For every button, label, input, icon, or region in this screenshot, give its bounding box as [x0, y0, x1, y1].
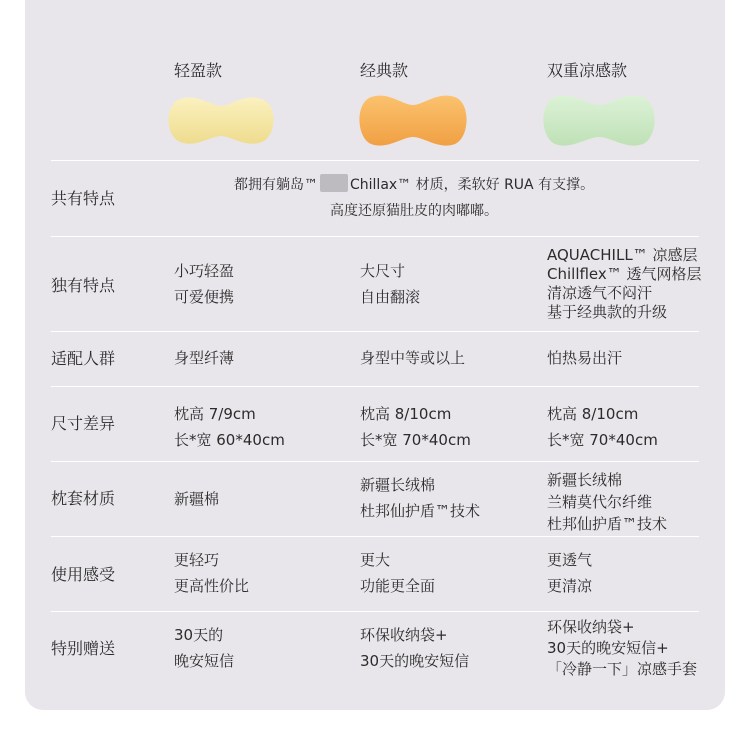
shared-line-2: 高度还原猫肚皮的肉嘟嘟。	[330, 203, 498, 219]
light-pillow-image	[166, 92, 276, 150]
unique-classic	[360, 258, 420, 310]
redacted-block	[320, 174, 348, 192]
feel-classic	[360, 547, 435, 599]
audience-cooling: 怕热易出汗	[547, 349, 623, 367]
column-header-classic: 经典款	[360, 61, 409, 80]
gift-classic	[360, 622, 469, 674]
row-separator	[51, 160, 699, 161]
material-light: 新疆棉	[174, 490, 220, 508]
cell-line: 环保收纳袋+	[360, 626, 448, 644]
cell-line: AQUACHILL™ 凉感层	[547, 246, 698, 264]
cell-line: 30天的	[174, 626, 224, 644]
cell-line: 晚安短信	[174, 652, 235, 670]
row-label-shared: 共有特点	[51, 189, 116, 208]
size-light	[174, 401, 285, 453]
gift-cooling	[547, 617, 697, 680]
row-separator	[51, 386, 699, 387]
cell-line: 新疆长绒棉	[360, 476, 436, 494]
cell-line: 更透气	[547, 551, 593, 569]
cell-line: Chillflex™ 透气网格层	[547, 265, 702, 283]
cell-line: 长*宽 70*40cm	[547, 431, 658, 449]
cell-line: 大尺寸	[360, 262, 406, 280]
row-separator	[51, 536, 699, 537]
row-separator	[51, 331, 699, 332]
cell-line: 30天的晚安短信	[360, 652, 470, 670]
cell-line: 杜邦仙护盾™技术	[547, 515, 668, 533]
row-label-unique: 独有特点	[51, 276, 116, 295]
audience-classic: 身型中等或以上	[360, 349, 466, 367]
row-separator	[51, 236, 699, 237]
size-cooling	[547, 401, 658, 453]
row-label-material: 枕套材质	[51, 489, 116, 508]
cell-line: 更大	[360, 551, 391, 569]
cell-line: 枕高 7/9cm	[174, 405, 256, 423]
cell-line: 基于经典款的升级	[547, 303, 668, 321]
gift-light	[174, 622, 234, 674]
column-header-cooling: 双重凉感款	[547, 61, 628, 80]
cell-line: 「冷静一下」凉感手套	[547, 660, 698, 678]
shared-line-1-suffix: Chillax™ 材质，柔软好 RUA 有支撑。	[350, 177, 595, 193]
shared-line-1-prefix: 都拥有躺岛™	[234, 177, 318, 193]
audience-light: 身型纤薄	[174, 349, 235, 367]
cell-line: 枕高 8/10cm	[360, 405, 452, 423]
cooling-pillow-image	[541, 90, 657, 152]
cell-line: 枕高 8/10cm	[547, 405, 639, 423]
row-label-size: 尺寸差异	[51, 414, 116, 433]
cell-line: 新疆长绒棉	[547, 471, 623, 489]
row-separator	[51, 461, 699, 462]
shared-line-1	[234, 172, 594, 198]
cell-line: 清凉透气不闷汗	[547, 284, 653, 302]
cell-line: 功能更全面	[360, 577, 436, 595]
cell-line: 可爱便携	[174, 288, 235, 306]
cell-line: 更轻巧	[174, 551, 220, 569]
cell-line: 长*宽 60*40cm	[174, 431, 285, 449]
cell-line: 环保收纳袋+	[547, 618, 635, 636]
unique-light	[174, 258, 234, 310]
size-classic	[360, 401, 471, 453]
material-classic	[360, 472, 480, 524]
material-cooling	[547, 469, 667, 535]
cell-line: 兰精莫代尔纤维	[547, 493, 653, 511]
row-separator	[51, 611, 699, 612]
cell-line: 杜邦仙护盾™技术	[360, 502, 481, 520]
cell-line: 30天的晚安短信+	[547, 639, 669, 657]
classic-pillow-image	[357, 90, 469, 152]
row-label-gift: 特别赠送	[51, 639, 116, 658]
cell-line: 自由翻滚	[360, 288, 421, 306]
row-label-audience: 适配人群	[51, 349, 116, 368]
feel-cooling	[547, 547, 592, 599]
feel-light	[174, 547, 249, 599]
cell-line: 小巧轻盈	[174, 262, 235, 280]
column-header-light: 轻盈款	[174, 61, 223, 80]
unique-cooling	[547, 246, 702, 322]
cell-line: 长*宽 70*40cm	[360, 431, 471, 449]
cell-line: 更高性价比	[174, 577, 250, 595]
cell-line: 更清凉	[547, 577, 593, 595]
row-label-feel: 使用感受	[51, 565, 116, 584]
